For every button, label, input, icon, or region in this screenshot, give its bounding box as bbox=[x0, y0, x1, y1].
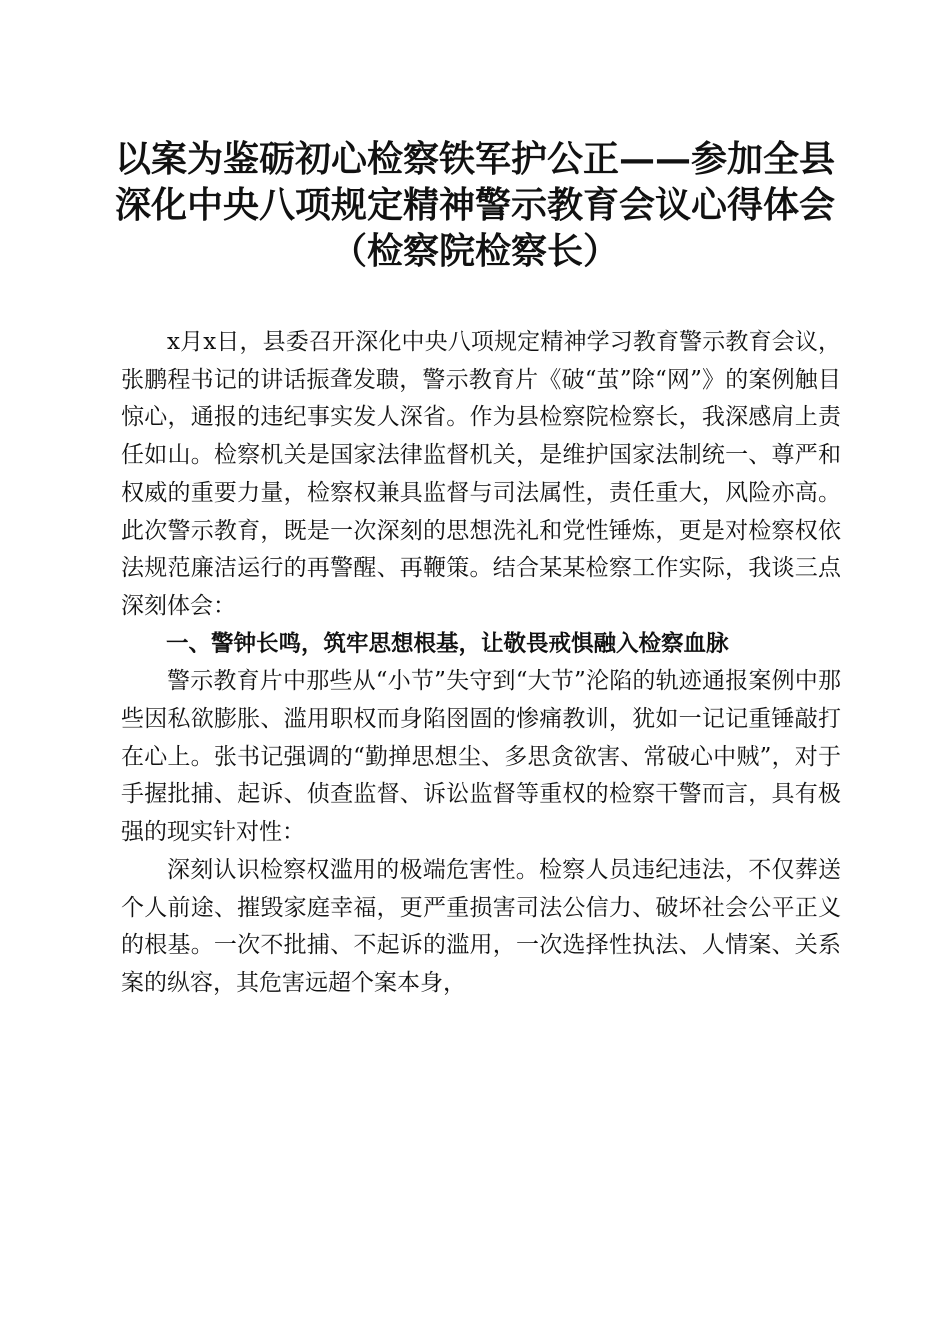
title-line-1: 以案为鉴砺初心检察铁军护公正——参加全县 bbox=[114, 138, 835, 180]
section-heading-1: 一、警钟长鸣，筑牢思想根基，让敬畏戒惧融入检察血脉 bbox=[166, 630, 729, 657]
document-body bbox=[121, 324, 841, 1003]
intro-paragraph: x月x日，县委召开深化中央八项规定精神学习教育警示教育会议，张鹏程书记的讲话振聋发聩，警示教育片《破“茧”除“网”》的案例触目惊心，通报的违纪事实发人深省。作为县检察院检察长，我深感肩上责任如山。检察机关是国家法律监督机关，是维护国家法制统一、尊严和权威的重要力量，检察权兼具监督与司法属性，责任重大，风险亦高。此次警示教育，既是一次深刻的思想洗礼和党性锤炼，更是对检察权依法规范廉洁运行的再警醒、再鞭策。结合某某检察工作实际，我谈三点深刻体会： bbox=[121, 329, 841, 619]
body-paragraph-1: 警示教育片中那些从“小节”失守到“大节”沦陷的轨迹通报案例中那些因私欲膨胀、滥用职权而身陷囹圄的惨痛教训，犹如一记记重锤敲打在心上。张书记强调的“勤掸思想尘、多思贪欲害、常破心中贼”，对于手握批捕、起诉、侦查监督、诉讼监督等重权的检察干警而言，具有极强的现实针对性： bbox=[121, 668, 841, 846]
title-line-2: 深化中央八项规定精神警示教育会议心得体会 bbox=[114, 184, 835, 226]
document-title bbox=[100, 136, 850, 274]
body-paragraph-2: 深刻认识检察权滥用的极端危害性。检察人员违纪违法，不仅葬送个人前途、摧毁家庭幸福，更严重损害司法公信力、破坏社会公平正义的根基。一次不批捕、不起诉的滥用，一次选择性执法、人情案、关系案的纵容，其危害远超个案本身， bbox=[121, 856, 841, 996]
title-line-3: （检察院检察长） bbox=[330, 230, 619, 272]
